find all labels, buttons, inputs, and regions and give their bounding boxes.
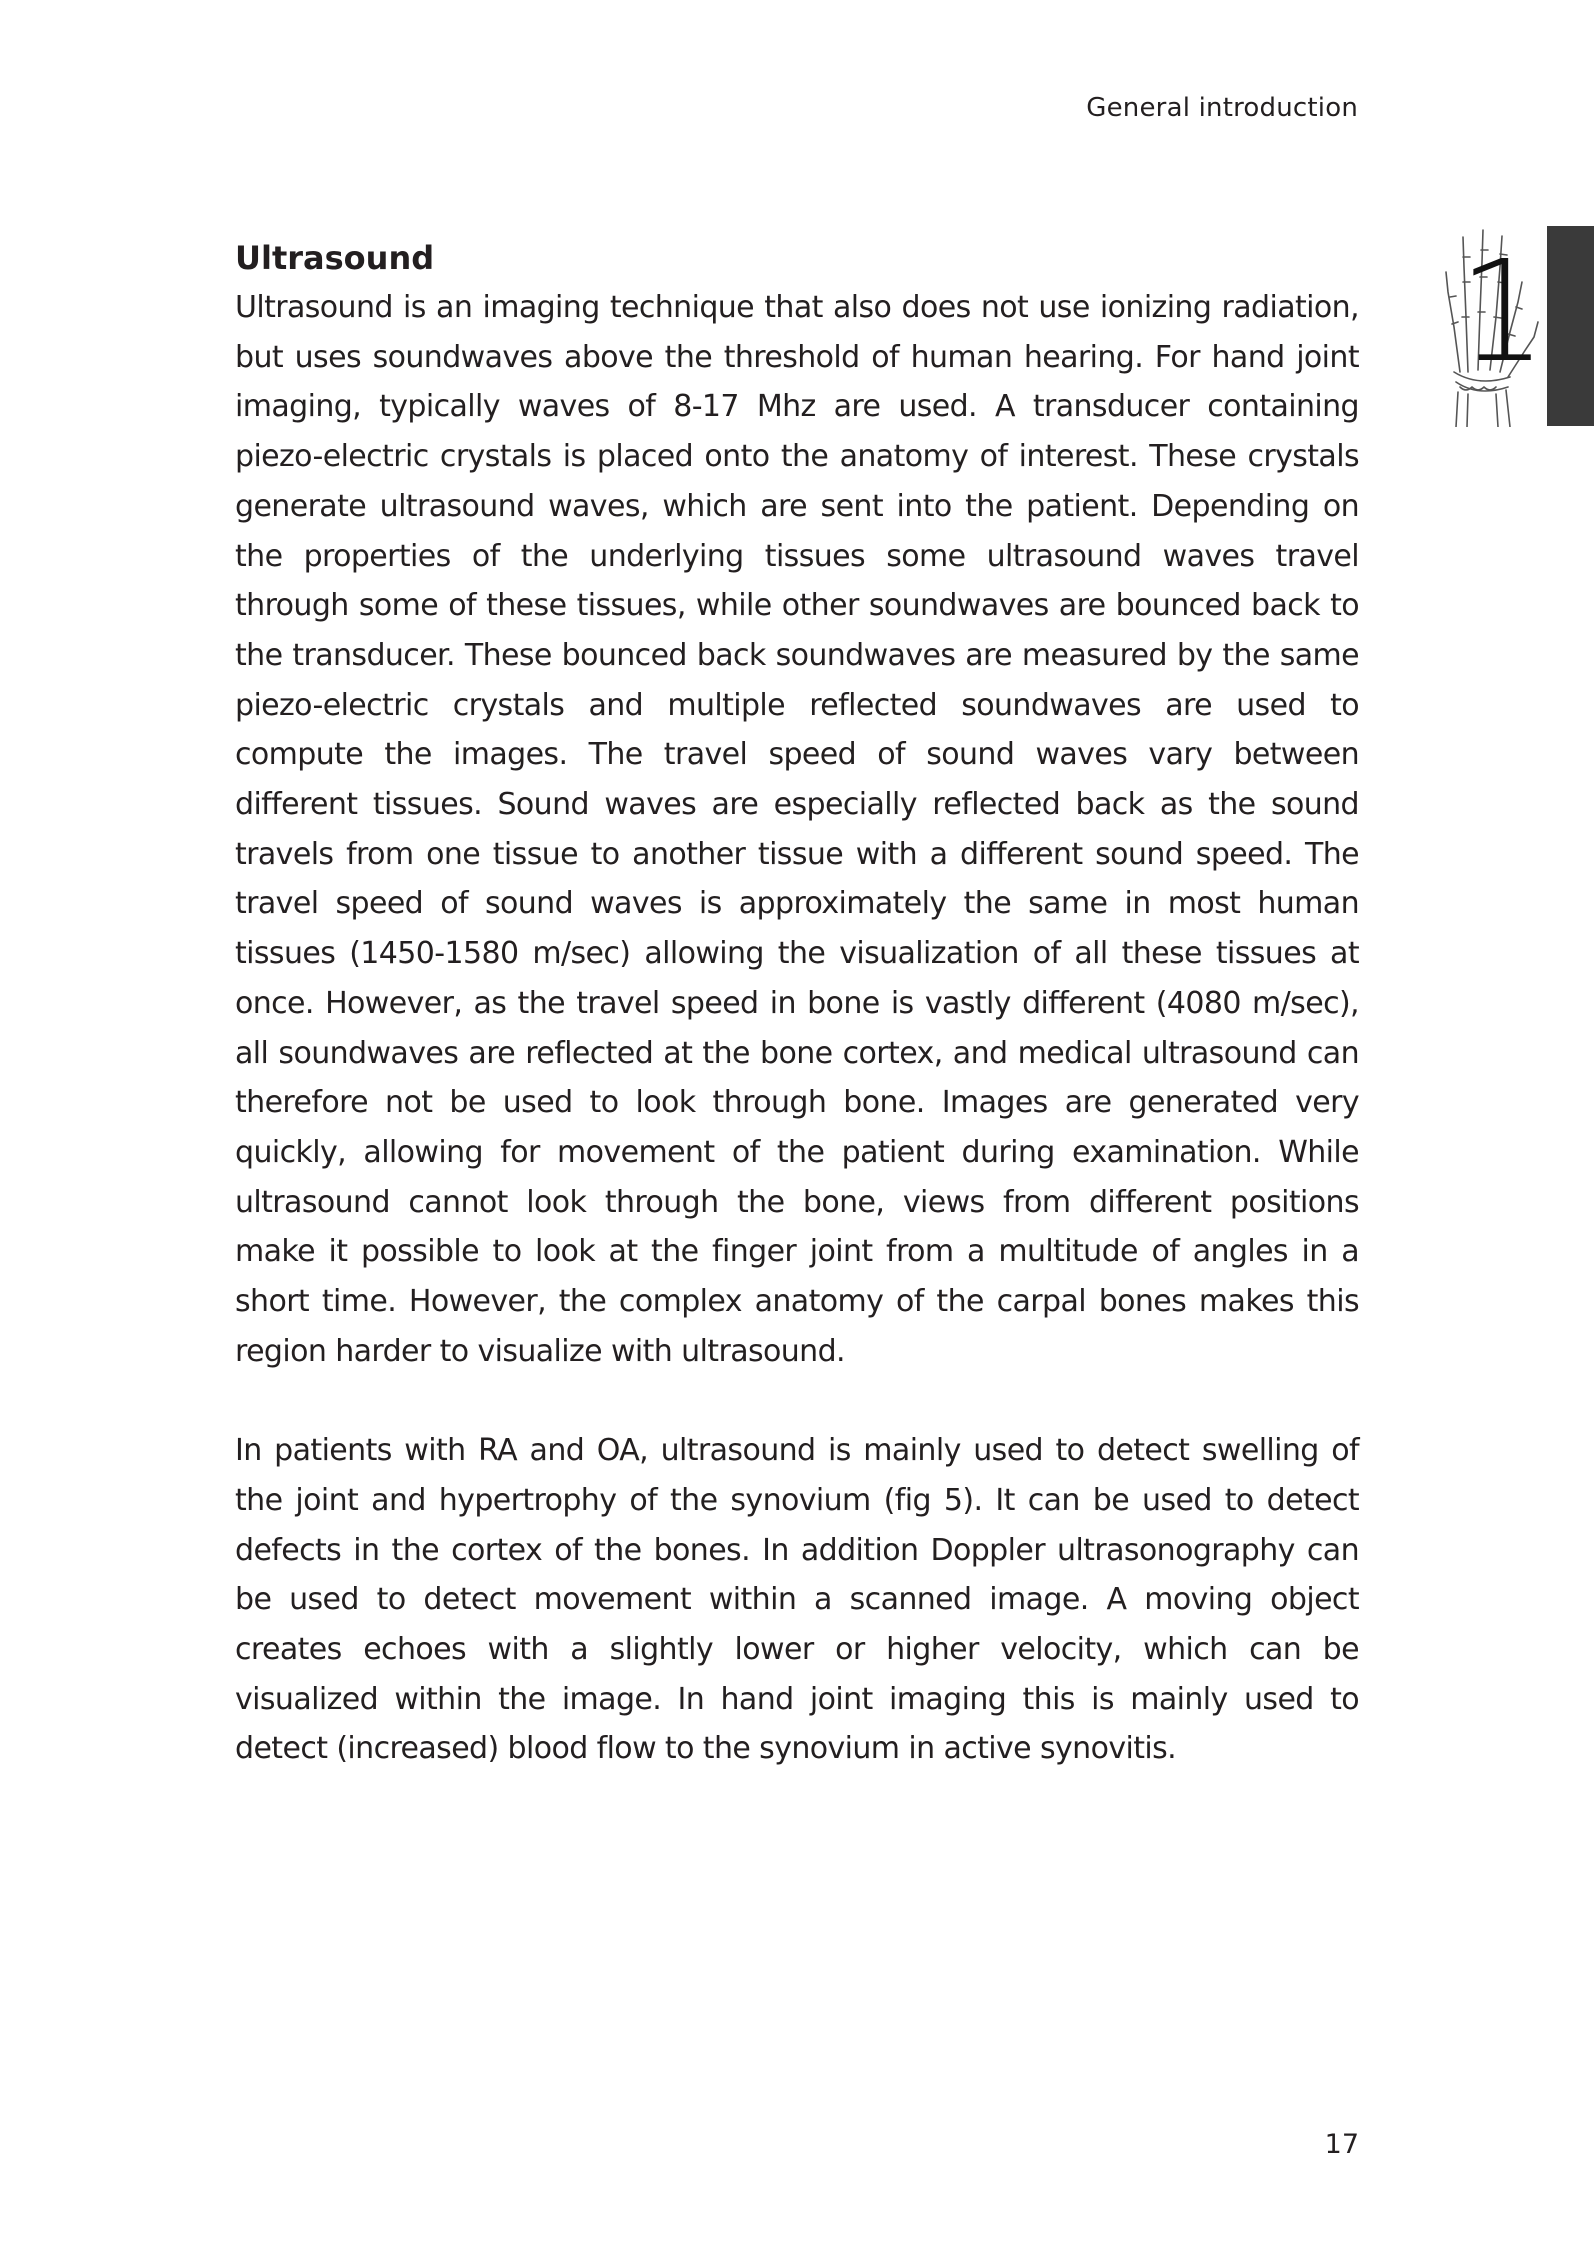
main-content — [235, 233, 1359, 1774]
running-header: General introduction — [1086, 93, 1358, 123]
body-paragraph: In patients with RA and OA, ultrasound is mainly used to detect swelling of the joint and hypertrophy of the synovium (fig 5). It can be used to detect defects in the cortex of the bones. In addition Doppler ultrasonography can be used to detect movement within a scanned image. A moving object creates echoes with a slightly lower or higher velocity, which can be visualized within the image. In hand joint imaging this is mainly used to detect (increased) blood flow to the synovium in active synovitis. — [235, 1433, 1359, 1767]
chapter-tab — [1547, 226, 1594, 426]
chapter-number: 1 — [1458, 231, 1548, 394]
page-number: 17 — [1324, 2129, 1359, 2160]
section-title: Ultrasound — [235, 239, 435, 277]
body-paragraph: Ultrasound is an imaging technique that also does not use ionizing radiation, but uses soundwaves above the threshold of human hearing. For hand joint imaging, typically waves of 8-17 Mhz are used. A transducer containing piezo-electric crystals is placed onto the anatomy of interest. These crystals generate ultrasound waves, which are sent into the patient. Depending on the properties of the underlying tissues some ultrasound waves travel through some of these tissues, while other soundwaves are bounced back to the transducer. These bounced back soundwaves are measured by the same piezo-electric crystals and multiple reflected soundwaves are used to compute the images. The travel speed of sound waves vary between different tissues. Sound waves are especially reflected back as the sound travels from one tissue to another tissue with a different sound speed. The travel speed of sound waves is approximately the same in most human tissues (1450-1580 m/sec) allowing the visualization of all these tissues at once. However, as the travel speed in bone is vastly different (4080 m/sec), all soundwaves are reflected at the bone cortex, and medical ultrasound can therefore not be used to look through bone. Images are generated very quickly, allowing for movement of the patient during examination. While ultrasound cannot look through the bone, views from different positions make it possible to look at the finger joint from a multitude of angles in a short time. However, the complex anatomy of the carpal bones makes this region harder to visualize with ultrasound. — [235, 290, 1359, 1369]
